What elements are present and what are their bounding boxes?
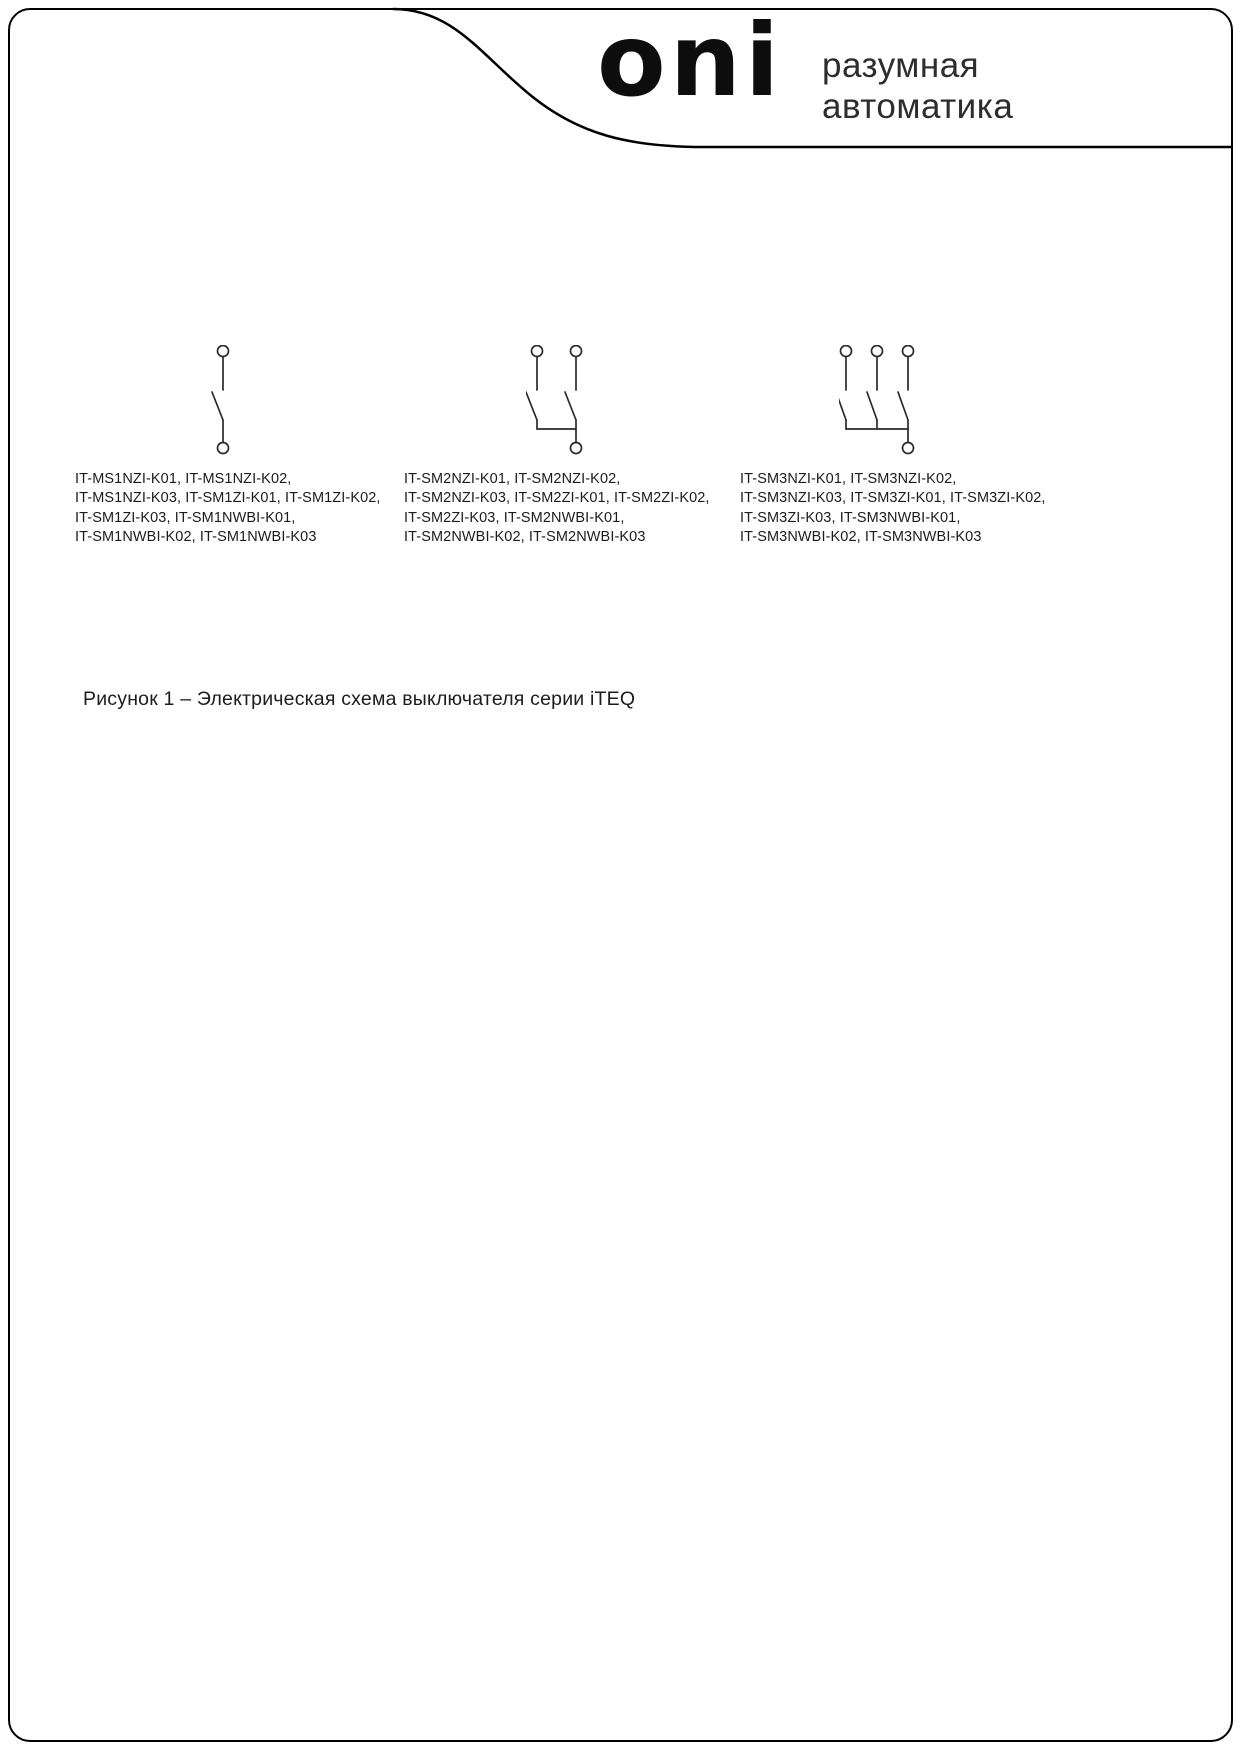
brand-logo: oni <box>597 2 784 119</box>
model-list-2pole <box>404 470 749 547</box>
brand-tagline <box>822 46 1013 128</box>
terminal-icon <box>903 443 914 454</box>
model-line: IT-SM2ZI-K03, IT-SM2NWBI-K01, <box>404 509 625 526</box>
figure-caption: Рисунок 1 – Электрическая схема выключателя серии iTEQ <box>83 688 636 710</box>
schematic-2pole-diagram <box>526 345 588 457</box>
model-line: IT-SM3NZI-K03, IT-SM3ZI-K01, IT-SM3ZI-K02, <box>740 490 1046 507</box>
terminal-icon <box>532 346 543 357</box>
page-border <box>8 2 1233 1742</box>
terminal-icon <box>218 443 229 454</box>
model-line: IT-SM3NWBI-K02, IT-SM3NWBI-K03 <box>740 528 982 545</box>
model-list-3pole <box>740 470 1085 547</box>
model-line: IT-MS1NZI-K03, IT-SM1ZI-K01, IT-SM1ZI-K02, <box>75 490 381 507</box>
schematic-1pole-diagram <box>203 345 243 457</box>
model-line: IT-SM3NZI-K01, IT-SM3NZI-K02, <box>740 471 957 487</box>
model-line: IT-SM1NWBI-K02, IT-SM1NWBI-K03 <box>75 528 317 545</box>
schematic-3pole-diagram <box>839 345 915 457</box>
brand-tagline-line1: разумная <box>822 46 980 85</box>
model-line: IT-SM2NZI-K01, IT-SM2NZI-K02, <box>404 471 621 487</box>
terminal-icon <box>571 443 582 454</box>
terminal-icon <box>218 346 229 357</box>
model-line: IT-SM3ZI-K03, IT-SM3NWBI-K01, <box>740 509 961 526</box>
model-line: IT-SM2NZI-K03, IT-SM2ZI-K01, IT-SM2ZI-K02, <box>404 490 710 507</box>
terminal-icon <box>571 346 582 357</box>
terminal-icon <box>872 346 883 357</box>
model-line: IT-SM1ZI-K03, IT-SM1NWBI-K01, <box>75 509 296 526</box>
brand-tagline-line2: автоматика <box>822 86 1014 126</box>
model-line: IT-MS1NZI-K01, IT-MS1NZI-K02, <box>75 471 292 487</box>
terminal-icon <box>903 346 914 357</box>
model-line: IT-SM2NWBI-K02, IT-SM2NWBI-K03 <box>404 528 646 545</box>
terminal-icon <box>841 346 852 357</box>
model-list-1pole <box>75 470 420 547</box>
